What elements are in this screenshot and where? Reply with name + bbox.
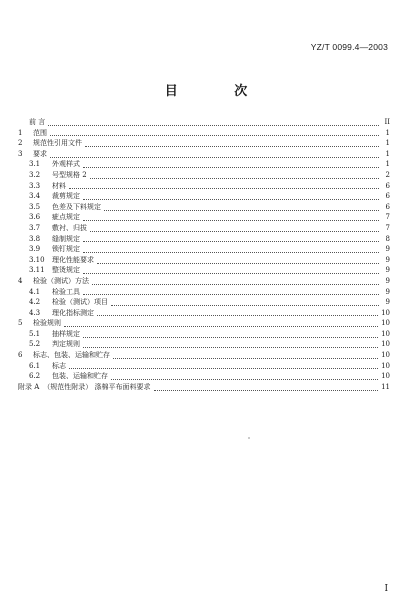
toc-dot-leader: [111, 375, 378, 380]
toc-entry-number: 4.2: [29, 298, 41, 307]
toc-entry-label: 标志、包装、运输和贮存: [33, 351, 110, 360]
toc-dot-leader: [83, 269, 379, 274]
toc-entry: [18, 138, 390, 149]
toc-entry-page: 11: [381, 382, 390, 391]
toc-dot-leader: [90, 227, 379, 232]
toc-entry: [18, 339, 390, 350]
toc-entry-label: 包装、运输和贮存: [52, 372, 108, 381]
toc-entry-number: 3.3: [29, 181, 41, 190]
toc-entry-number: 3.10: [29, 255, 45, 264]
toc-entry-number: 6: [18, 351, 23, 360]
toc-entry-label: 锁钉规定: [52, 245, 80, 254]
page-number: I: [384, 584, 388, 594]
toc-entry-label: 检验（测试）项目: [52, 298, 108, 307]
toc-entry: [18, 276, 390, 287]
toc-entry-page: 10: [381, 372, 390, 381]
toc-dot-leader: [83, 195, 379, 200]
toc-entry-page: 7: [385, 213, 390, 222]
table-of-contents: [18, 117, 390, 392]
toc-entry: [18, 350, 390, 361]
toc-entry-page: 9: [385, 287, 390, 296]
toc-entry-page: 10: [381, 329, 390, 338]
toc-dot-leader: [83, 290, 379, 295]
toc-dot-leader: [97, 259, 379, 264]
toc-entry-label: 材料: [52, 181, 66, 190]
toc-entry: [18, 382, 390, 393]
toc-dot-leader: [48, 121, 379, 126]
toc-entry-page: 10: [381, 308, 390, 317]
toc-entry-page: 1: [385, 160, 390, 169]
standard-code: YZ/T 0099.4—2003: [310, 42, 388, 52]
toc-entry-number: 5.2: [29, 340, 41, 349]
toc-entry-label: 范围: [33, 128, 47, 137]
toc-entry-label: 色差及下料规定: [52, 202, 101, 211]
toc-entry-page: 1: [385, 139, 390, 148]
toc-entry-number: 4.3: [29, 308, 41, 317]
toc-dot-leader: [90, 174, 379, 179]
toc-entry-label: 裁剪规定: [52, 192, 80, 201]
toc-entry: [18, 212, 390, 223]
toc-entry: [18, 265, 390, 276]
toc-dot-leader: [69, 364, 378, 369]
toc-entry-number: 3.8: [29, 234, 41, 243]
toc-entry: [18, 371, 390, 382]
toc-entry-page: 6: [385, 192, 390, 201]
toc-entry: [18, 318, 390, 329]
toc-entry-page: 6: [385, 202, 390, 211]
toc-entry-page: 1: [385, 128, 390, 137]
toc-entry: [18, 170, 390, 181]
toc-entry-label: 理化性能要求: [52, 255, 94, 264]
toc-entry-number: 附录 A: [18, 382, 40, 391]
toc-entry-label: 标志: [52, 361, 66, 370]
toc-dot-leader: [50, 153, 379, 158]
toc-entry-number: 6.1: [29, 361, 41, 370]
toc-entry-number: 3.5: [29, 202, 41, 211]
toc-dot-leader: [64, 322, 378, 327]
toc-entry-label: 敷衬、归拔: [52, 223, 87, 232]
toc-dot-leader: [83, 163, 379, 168]
toc-entry: [18, 287, 390, 298]
toc-entry-page: 9: [385, 298, 390, 307]
toc-dot-leader: [97, 311, 378, 316]
toc-entry-page: 10: [381, 361, 390, 370]
toc-entry-number: 3.7: [29, 223, 41, 232]
toc-dot-leader: [92, 280, 379, 285]
toc-entry-page: II: [384, 118, 390, 126]
toc-entry-label: （规范性附录） 涤棉平布面料要求: [43, 382, 151, 391]
toc-dot-leader: [113, 354, 378, 359]
toc-entry-label: 规范性引用文件: [33, 139, 82, 148]
toc-entry-label: 检验规则: [33, 319, 61, 328]
toc-entry-page: 9: [385, 276, 390, 285]
toc-entry: [18, 159, 390, 170]
toc-dot-leader: [83, 237, 379, 242]
toc-dot-leader: [83, 333, 378, 338]
toc-entry-page: 9: [385, 255, 390, 264]
toc-entry-number: 3.4: [29, 192, 41, 201]
toc-entry-number: 3.6: [29, 213, 41, 222]
toc-entry-number: 3.11: [29, 266, 45, 275]
toc-entry-number: 6.2: [29, 372, 41, 381]
toc-entry-page: 6: [385, 181, 390, 190]
toc-entry-label: 抽样规定: [52, 329, 80, 338]
toc-entry-number: 3.2: [29, 170, 41, 179]
toc-dot-leader: [83, 248, 379, 253]
toc-entry-page: 7: [385, 223, 390, 232]
toc-entry-page: 1: [385, 149, 390, 158]
toc-entry-number: 2: [18, 139, 23, 148]
toc-entry-label: 缝制规定: [52, 234, 80, 243]
toc-entry: [18, 361, 390, 372]
toc-entry-label: 整烫规定: [52, 266, 80, 275]
scan-speck: [248, 437, 250, 439]
toc-entry-label: 检验（测试）方法: [33, 276, 89, 285]
toc-entry-label: 外观样式: [52, 160, 80, 169]
toc-entry-label: 疵点规定: [52, 213, 80, 222]
toc-entry-label: 判定规则: [52, 340, 80, 349]
toc-entry-number: 3.1: [29, 160, 41, 169]
toc-entry-label: 理化指标测定: [52, 308, 94, 317]
toc-dot-leader: [154, 386, 379, 391]
toc-entry-label: 前 言: [29, 118, 46, 126]
toc-dot-leader: [83, 343, 378, 348]
toc-entry: [18, 234, 390, 245]
toc-entry-page: 2: [385, 170, 390, 179]
toc-dot-leader: [83, 216, 379, 221]
toc-entry-number: 5: [18, 319, 23, 328]
toc-entry-number: 5.1: [29, 329, 41, 338]
toc-entry: [18, 308, 390, 319]
toc-entry-number: 1: [18, 128, 23, 137]
toc-entry: [18, 117, 390, 128]
toc-entry-page: 9: [385, 245, 390, 254]
toc-entry: [18, 181, 390, 192]
toc-entry: [18, 244, 390, 255]
toc-entry: [18, 223, 390, 234]
toc-entry: [18, 202, 390, 213]
toc-dot-leader: [85, 142, 379, 147]
toc-dot-leader: [50, 131, 379, 136]
page-title: 目 次: [164, 84, 274, 99]
toc-entry-number: 4.1: [29, 287, 41, 296]
toc-entry: [18, 191, 390, 202]
toc-entry: [18, 128, 390, 139]
toc-entry-page: 8: [385, 234, 390, 243]
toc-entry-number: 3.9: [29, 245, 41, 254]
toc-entry-page: 10: [381, 340, 390, 349]
toc-entry: [18, 255, 390, 266]
toc-entry-number: 4: [18, 276, 23, 285]
toc-entry-number: 3: [18, 149, 23, 158]
toc-entry: [18, 297, 390, 308]
toc-entry: [18, 149, 390, 160]
toc-entry-label: 检验工具: [52, 287, 80, 296]
toc-entry-label: 号型规格 2: [52, 170, 87, 179]
toc-dot-leader: [111, 301, 379, 306]
toc-entry-label: 要求: [33, 149, 47, 158]
toc-entry-page: 10: [381, 319, 390, 328]
toc-entry: [18, 329, 390, 340]
toc-dot-leader: [69, 184, 379, 189]
toc-entry-page: 9: [385, 266, 390, 275]
toc-entry-page: 10: [381, 351, 390, 360]
toc-dot-leader: [104, 206, 379, 211]
